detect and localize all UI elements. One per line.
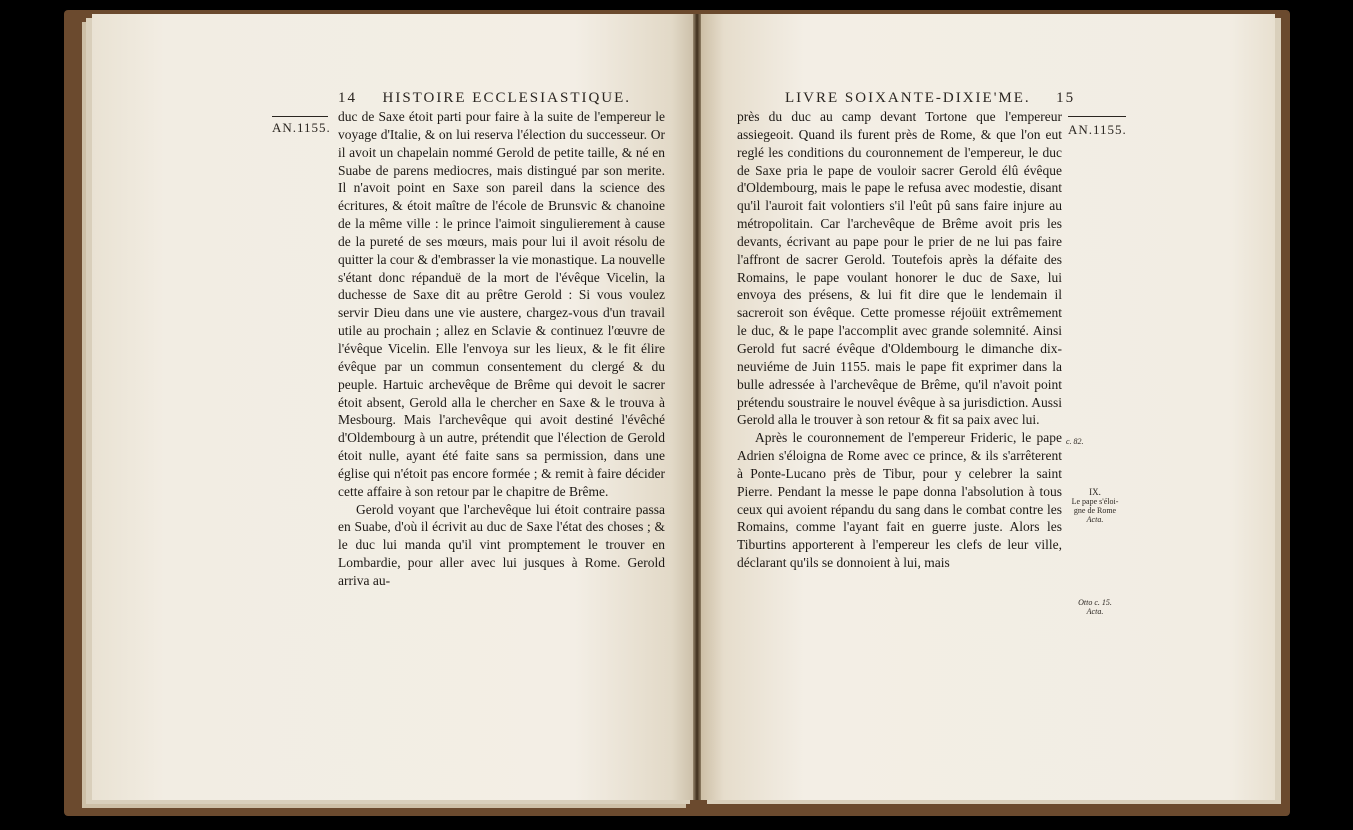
right-text-block — [737, 108, 1062, 572]
left-text-block — [338, 108, 665, 590]
margin-section-line1: Le pape s'éloi- — [1071, 497, 1119, 506]
left-paragraph-1: duc de Saxe étoit parti pour faire à la suite de l'empereur le voyage d'Italie, & on lui reserva l'élection du successeur. Or il avoit un chapelain nommé Gerold de petite taille, & né en Suabe de parens mediocres, mais distingué par son merite. Il n'avoit point en Saxe son pareil dans la science des écritures, & étoit maître de l'école de Brunsvic & chanoine de la même ville : le prince l'aimoit singulierement à cause de la pureté de ses mœurs, mais pour lui il avoit résolu de quitter la cour & d'embrasser la vie monastique. La nouvelle s'étant donc répanduë de la mort de l'évêque Vicelin, la duchesse de Saxe dit au prêtre Gerold : Si vous voulez servir Dieu dans une vie austere, chargez-vous d'un travail utile au prochain ; allez en Sclavie & continuez l'œuvre de l'évêque Vicelin. Elle l'envoya sur les lieux, & le fit élire évêque par un commun consentement du clergé & du peuple. Hartuic archevêque de Brême qui devoit le sacrer étoit absent, Gerold alla le chercher en Saxe & le trouva à Mesbourg. Mais l'archevêque qui avoit destiné l'évêché d'Oldembourg à un autre, prétendit que l'élection de Gerold étoit nulle, ayant été faite sans sa permission, dans une église qui n'étoit pas encore formée ; & remit à faire décider cette affaire à son retour par le chapitre de Brême. — [338, 109, 665, 499]
left-margin-rule — [272, 116, 328, 117]
left-margin-year: AN.1155. — [272, 120, 331, 135]
right-running-head — [785, 90, 1075, 107]
right-margin-rule — [1068, 116, 1126, 117]
left-running-head — [338, 90, 631, 107]
margin-ref-otto-text: Otto c. 15. — [1078, 598, 1112, 607]
left-page-number: 14 — [338, 90, 357, 106]
margin-section-line3: Acta. — [1086, 515, 1104, 524]
left-running-title: HISTOIRE ECCLESIASTIQUE. — [382, 90, 632, 106]
margin-ref-c82: c. 82. — [1066, 437, 1084, 446]
book-gutter — [693, 14, 701, 800]
right-paragraph-2: Après le couronnement de l'empereur Frideric, le pape Adrien s'éloigna de Rome avec ce prince, & ils s'arrêterent à Ponte-Lucano près de Tibur, pour y celebrer la saint Pierre. Pendant la messe le pape donna l'absolution à tous ceux qui avoient répandu du sang dans le combat contre les Romains, comme l'ayant fait en guerre juste. Alors les Tiburtins apporterent à l'empereur les clefs de leur ville, déclarant qu'ils se donnoient à lui, mais — [737, 430, 1062, 571]
left-paragraph-2: Gerold voyant que l'archevêque lui étoit contraire passa en Suabe, d'où il écrivit au duc de Saxe l'état des choses ; & le duc lui manda qu'il vint promptement le trouver en Lombardie, pour aller avec lui jusques à Rome. Gerold arriva au- — [338, 501, 665, 588]
margin-section-number: IX. — [1089, 487, 1101, 497]
right-running-title: LIVRE SOIXANTE-DIXIE'ME. — [785, 90, 1031, 106]
right-page-number: 15 — [1056, 90, 1076, 106]
margin-ref-acta: Acta. — [1086, 607, 1104, 616]
right-margin-year: AN.1155. — [1068, 122, 1127, 137]
margin-section-line2: gne de Rome — [1073, 506, 1117, 515]
right-paragraph-1: près du duc au camp devant Tortone que l'empereur assiegeoit. Quand ils furent près de Rome, & que l'on eut reglé les conditions du couronnement de l'empereur, le duc de Saxe pria le pape de vouloir sacrer Gerold élû évêque d'Oldembourg, mais le pape le refusa avec modestie, disant qu'il l'auroit fait volontiers s'il l'eût pû sans faire injure au métropolitain. Car l'archevêque de Brême avoit pris les devants, écrivant au pape pour le prier de ne lui pas faire l'affront de sacrer Gerold. Toutefois après la défaite des Romains, le pape voulant honorer le duc de Saxe, lui envoya des présens, & lui fit dire que le lendemain il sacreroit son évêque. Cette promesse réjoüit extrêmement le duc, & le pape l'accomplit avec grande solemnité. Ainsi Gerold fut sacré évêque d'Oldembourg le dimanche dix-neuviéme de Juin 1155. mais le pape fit exprimer dans la bulle adressée à l'archevêque de Brême, qu'il n'avoit point prétendu soustraire le nouvel évêque à sa jurisdiction. Aussi Gerold alla le trouver à son retour & fit sa paix avec lui. — [737, 109, 1062, 428]
margin-section-note — [1064, 488, 1126, 524]
margin-ref-otto — [1064, 598, 1126, 616]
